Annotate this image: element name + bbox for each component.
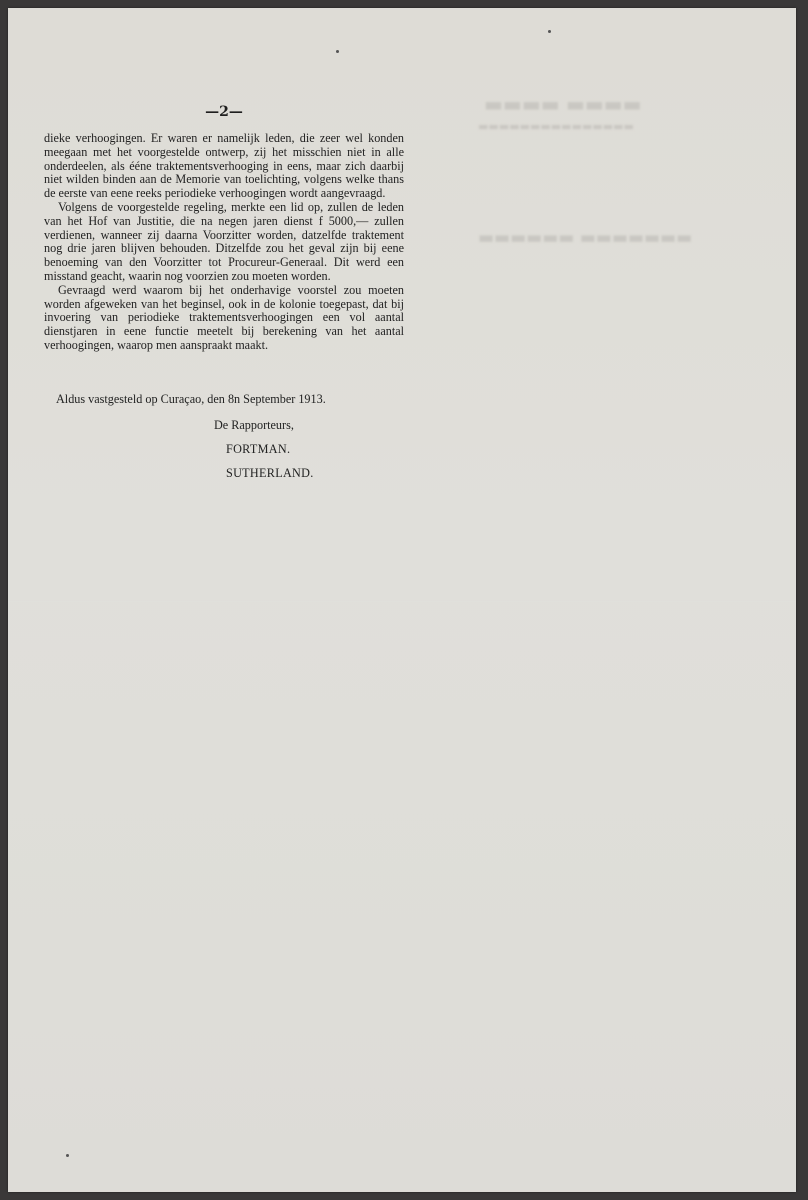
paragraph: dieke verhoogingen. Er waren er namelijk leden, die zeer wel konden meegaan met het voorgestelde ontwerp, zij het misschien niet in alle onderdeelen, als ééne traktementsverhooging in eens, maar zich daarbij niet wilden binden aan de Memorie van toelichting, volgens welke thans de eerste van eene reeks periodieke verhoogingen wordt aangevraagd. <box>44 131 404 201</box>
page-number: —2— <box>205 104 243 120</box>
bleed-through-mark: ▬▬▬▬▬▬▬▬▬▬▬▬▬▬▬ <box>478 120 634 133</box>
paragraph: Gevraagd werd waarom bij het onderhavige voorstel zou moeten worden afgeweken van het beginsel, ook in de kolonie toegepast, dat bij invoering van periodieke traktementsverhoogingen een vol aantal dienstjaren in eene functie meetelt bij berekening van het aantal verhoogingen, waarop men aanspraakt maakt. <box>44 282 404 352</box>
bleed-through-mark: ▬▬▬▬ ▬▬▬▬ <box>484 92 642 116</box>
signer-name: FORTMAN. <box>226 442 291 456</box>
paper-speck <box>548 30 551 33</box>
body-text <box>44 132 404 353</box>
paragraph: Volgens de voorgestelde regeling, merkte een lid op, zullen de leden van het Hof van Justitie, die na negen jaren dienst f 5000,— zullen verdienen, wanneer zij daarna Voorzitter worden, datzelfde traktement nog drie jaren blijven behouden. Ditzelfde zou het geval zijn bij eene benoeming van den Voorzitter tot Procureur-Generaal. Dit werd een misstand geacht, waarin nog voorzien zou moeten worden. <box>44 199 404 283</box>
paper-speck <box>336 50 339 53</box>
page-fold <box>8 600 796 602</box>
bleed-through-mark: ▬▬▬▬▬▬▬ ▬▬▬▬▬▬ <box>478 228 693 248</box>
document-page <box>8 8 796 1192</box>
closing-line: Aldus vastgesteld op Curaçao, den 8n September 1913. <box>56 392 326 406</box>
signer-name: SUTHERLAND. <box>226 466 314 480</box>
paper-speck <box>66 1154 69 1157</box>
signature-heading: De Rapporteurs, <box>214 418 294 432</box>
